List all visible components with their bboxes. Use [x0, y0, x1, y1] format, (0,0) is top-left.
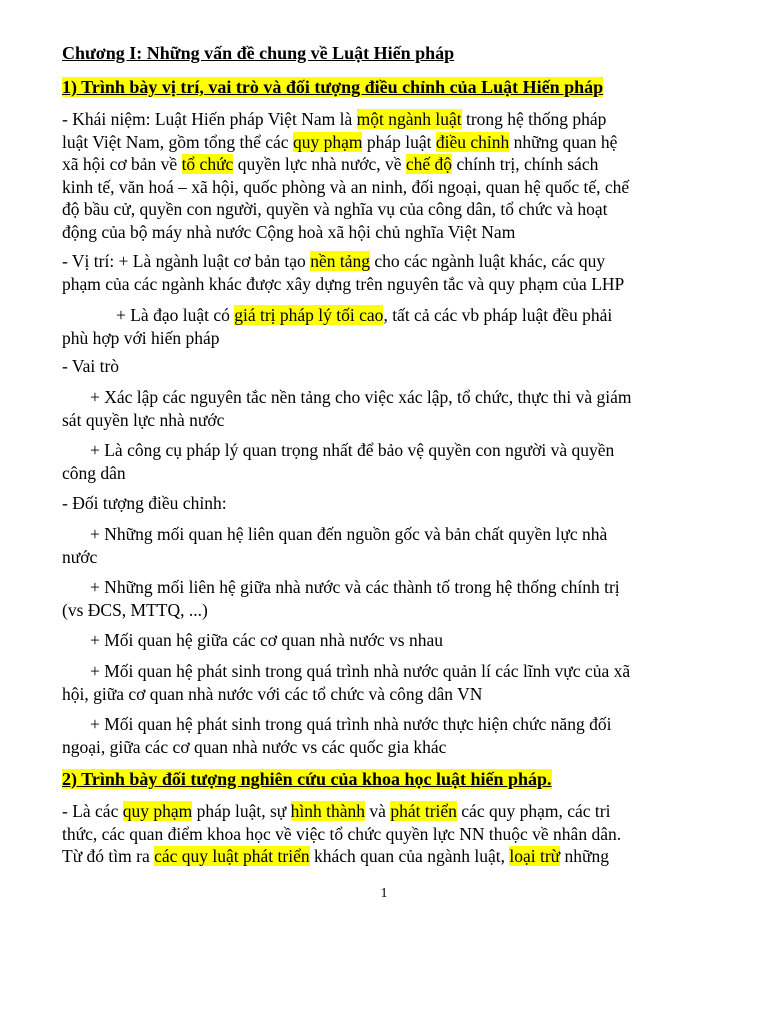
concept-line-4: kinh tế, văn hoá – xã hội, quốc phòng và an ninh, đối ngoại, quan hệ quốc tế, chế	[62, 176, 630, 197]
role-label: - Vai trò	[62, 356, 120, 376]
position-line-3: + Là đạo luật có giá trị pháp lý tối cao, tất cả các vb pháp luật đều phải	[116, 305, 613, 325]
subject-item-2: + Những mối liên hệ giữa nhà nước và các thành tố trong hệ thống chính trị (vs ĐCS, MTTQ, ...)	[62, 577, 620, 620]
highlight: loại trừ	[509, 846, 561, 866]
position-line-1: - Vị trí: + Là ngành luật cơ bản tạo nền tảng cho các ngành luật khác, các quy	[62, 251, 606, 271]
concept-line-5: độ bầu cử, quyền con người, quyền và nghĩa vụ của công dân, tổ chức và hoạt	[62, 199, 608, 219]
position-line-2: phạm của các ngành khác được xây dựng trên nguyên tắc và quy phạm của LHP	[62, 273, 625, 294]
highlight: các quy luật phát triển	[154, 846, 310, 866]
section-2-heading-text: 2) Trình bày đối tượng nghiên cứu của khoa học luật hiến pháp.	[62, 769, 552, 789]
section-1-heading-text: 1) Trình bày vị trí, vai trò và đối tượng điều chỉnh của Luật Hiến pháp	[62, 77, 604, 97]
highlight: hình thành	[290, 801, 366, 821]
highlight: giá trị pháp lý tối cao	[234, 305, 384, 325]
role-item-2: + Là công cụ pháp lý quan trọng nhất để bảo vệ quyền con người và quyền công dân	[62, 440, 615, 483]
subject-label: - Đối tượng điều chỉnh:	[62, 493, 227, 513]
highlight: điều chỉnh	[435, 131, 510, 152]
section-2-line-1: - Là các quy phạm pháp luật, sự hình thành và phát triển các quy phạm, các tri	[62, 801, 611, 821]
section-2-line-2: thức, các quan điểm khoa học về việc tổ chức quyền lực NN thuộc về nhân dân.	[62, 823, 622, 844]
highlight: quy phạm	[292, 131, 363, 152]
highlight: tổ chức	[181, 154, 234, 174]
highlight: quy phạm	[122, 801, 193, 821]
role-item-1: + Xác lập các nguyên tắc nền tảng cho việc xác lập, tổ chức, thực thi và giám sát quyền lực nhà nước	[62, 387, 632, 430]
section-2-paragraph	[62, 800, 722, 868]
section-2-heading	[62, 768, 552, 790]
section-2-line-3: Từ đó tìm ra các quy luật phát triển khách quan của ngành luật, loại trừ những	[62, 846, 610, 866]
position-paragraph-2	[62, 304, 722, 349]
highlight: chế độ	[405, 154, 453, 174]
concept-line-2: luật Việt Nam, gồm tổng thể các quy phạm pháp luật điều chỉnh những quan hệ	[62, 131, 618, 152]
position-line-4: phù hợp với hiến pháp	[62, 327, 220, 348]
position-paragraph	[62, 250, 722, 295]
concept-line-1: - Khái niệm: Luật Hiến pháp Việt Nam là một ngành luật trong hệ thống pháp	[62, 109, 607, 129]
subject-item-5: + Mối quan hệ phát sinh trong quá trình nhà nước thực hiện chức năng đối ngoại, giữa các cơ quan nhà nước vs các quốc gia khác	[62, 714, 612, 757]
subject-item-3: + Mối quan hệ giữa các cơ quan nhà nước vs nhau	[90, 630, 444, 650]
concept-paragraph	[62, 108, 722, 243]
highlight: phát triển	[390, 801, 457, 821]
highlight: nền tảng	[310, 251, 370, 271]
highlight: một ngành luật	[356, 109, 462, 129]
page-number: 1	[380, 886, 388, 901]
concept-line-6: động của bộ máy nhà nước Cộng hoà xã hội chủ nghĩa Việt Nam	[62, 221, 516, 242]
chapter-title: Chương I: Những vấn đề chung về Luật Hiến pháp	[62, 43, 455, 63]
concept-line-3: xã hội cơ bản về tổ chức quyền lực nhà nước, về chế độ chính trị, chính sách	[62, 154, 599, 174]
subject-item-1: + Những mối quan hệ liên quan đến nguồn gốc và bản chất quyền lực nhà nước	[62, 524, 608, 567]
subject-item-4: + Mối quan hệ phát sinh trong quá trình nhà nước quản lí các lĩnh vực của xã hội, giữa cơ quan nhà nước với các tổ chức và công dân VN	[62, 661, 631, 704]
section-1-heading	[62, 76, 603, 98]
